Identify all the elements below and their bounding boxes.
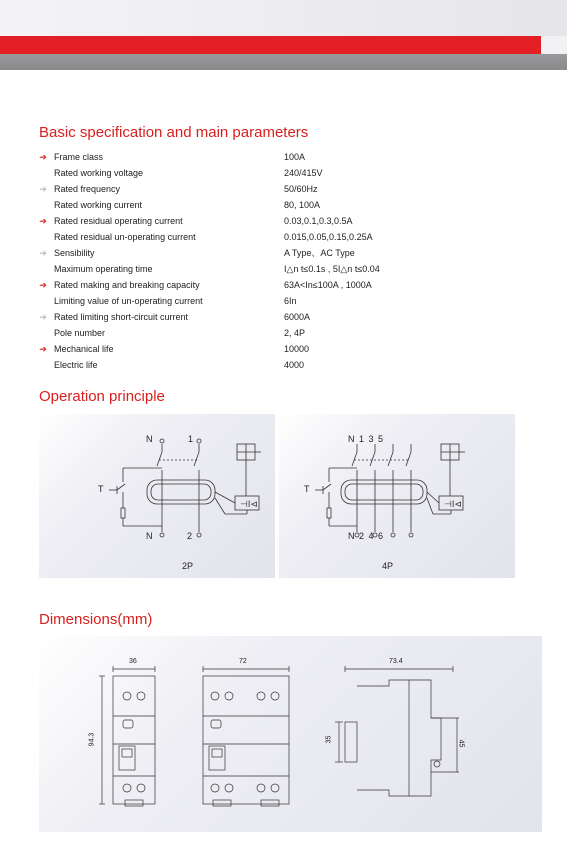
arrow-icon: ➔ [39,184,47,194]
terminal-n-bottom: N [146,531,153,541]
spec-row [37,199,437,215]
spec-label: Mechanical life [54,344,114,354]
arrow-icon: ➔ [39,248,47,258]
spec-row [37,279,437,295]
spec-row [37,327,437,343]
spec-value: 50/60Hz [284,184,318,194]
header-band [0,0,567,36]
spec-value: 0.015,0.05,0.15,0.25A [284,232,373,242]
dim-front-height: 45 [457,739,465,748]
test-button-label: T [98,484,104,494]
spec-row [37,183,437,199]
svg-text:⊣I⊲: ⊣I⊲ [444,499,462,509]
wiring-diagram-2p [39,414,275,578]
terminal-1-top: 1 [188,434,194,444]
spec-label: Rated residual operating current [54,216,183,226]
diagram-2p-panel [39,414,275,578]
dim-width-2p: 36 [129,658,137,665]
spec-row [37,215,437,231]
arrow-icon: ➔ [39,152,47,162]
spec-row [37,343,437,359]
diagram-4p-panel [279,414,515,578]
spec-label: Sensibility [54,248,95,258]
dimensions-section-title: Dimensions(mm) [39,611,153,628]
spec-value: I△n t≤0.1s , 5I△n t≤0.04 [284,264,380,274]
spec-value: 10000 [284,344,310,354]
spec-row [37,295,437,311]
spec-value: 100A [284,152,306,162]
spec-row [37,167,437,183]
header-gray-stripe [0,54,567,70]
spec-label: Rated frequency [54,184,121,194]
test-button-label-4p: T [304,484,310,494]
header-red-stripe-end [541,36,567,54]
arrow-icon: ➔ [39,312,47,322]
spec-label: Rated making and breaking capacity [54,280,200,290]
dimensions-panel [39,636,542,832]
diagram-2p-caption: 2P [182,561,194,571]
wiring-diagram-4p [279,414,515,578]
spec-label: Rated working current [54,200,143,210]
spec-label: Rated limiting short-circuit current [54,312,189,322]
terminal-2-bottom: 2 [187,531,193,541]
arrow-icon: ➔ [39,216,47,226]
svg-text:⊣I⊲: ⊣I⊲ [240,499,258,509]
spec-row [37,311,437,327]
spec-label: Rated working voltage [54,168,144,178]
spec-value: 63A<In≤100A , 1000A [284,280,372,290]
spec-row [37,231,437,247]
spec-value: 6000A [284,312,311,322]
terminals-bottom: N 2 4 6 [348,531,385,541]
spec-row [37,359,437,375]
spec-value: 240/415V [284,168,323,178]
spec-label: Maximum operating time [54,264,153,274]
spec-value: A Type、AC Type [284,248,355,258]
spec-section-title: Basic specification and main parameters [39,124,309,141]
spec-table [37,151,437,375]
spec-label: Limiting value of un-operating current [54,296,203,306]
arrow-icon: ➔ [39,280,47,290]
spec-label: Rated residual un-operating current [54,232,196,242]
dim-rail-height: 35 [325,735,333,744]
terminals-top: N 1 3 5 [348,434,385,444]
arrow-icon: ➔ [39,344,47,354]
operation-section-title: Operation principle [39,388,165,405]
dim-width-4p: 72 [239,658,247,665]
spec-value: 2, 4P [284,328,306,338]
dim-height: 94.3 [88,732,96,747]
spec-row [37,151,437,167]
spec-label: Electric life [54,360,98,370]
spec-value: 0.03,0.1,0.3,0.5A [284,216,353,226]
spec-value: 6In [284,296,297,306]
dimension-drawings [39,636,542,832]
dim-depth: 73.4 [389,658,403,665]
spec-label: Pole number [54,328,106,338]
spec-row [37,247,437,263]
spec-value: 80, 100A [284,200,321,210]
spec-label: Frame class [54,152,104,162]
terminal-n-top: N [146,434,153,444]
diagram-4p-caption: 4P [382,561,394,571]
spec-row [37,263,437,279]
header-red-stripe [0,36,541,54]
spec-value: 4000 [284,360,305,370]
